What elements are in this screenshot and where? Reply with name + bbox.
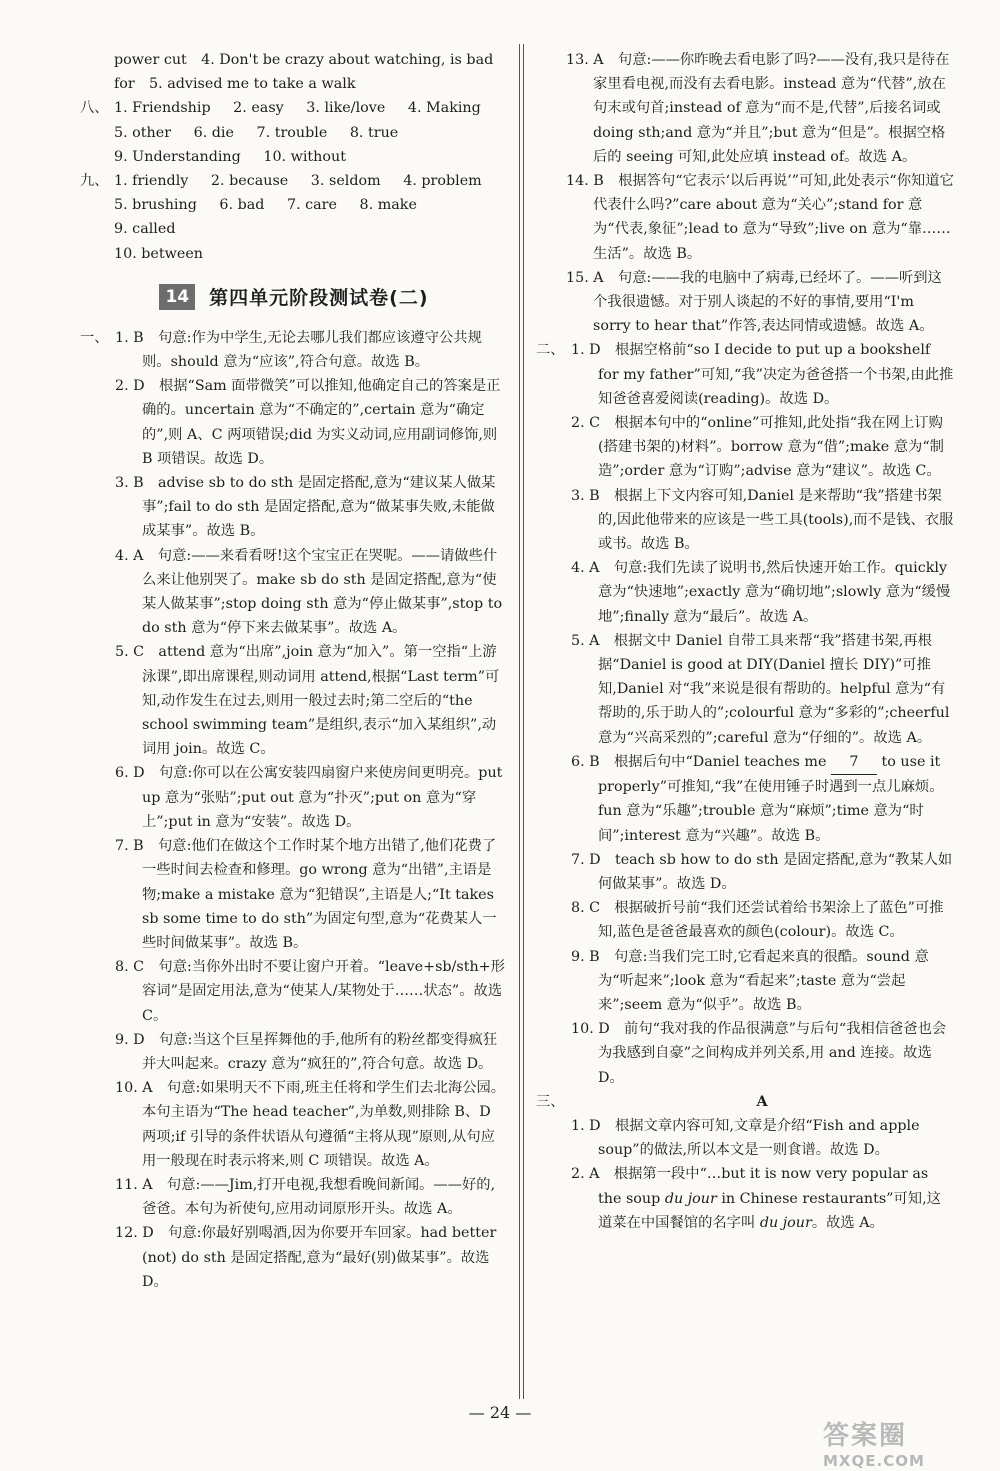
answer-item: 5. A 根据文中 Daniel 自带工具来帮“我”搭建书架,再根据“Daniel is good at DIY(Daniel 擅长 DIY)”可推知,Daniel 对“我”来说是很有帮助的。helpful 意为“有帮助的,乐于助人的”;colourful 意为“多彩的”;cheerful 意为“兴高采烈的”;careful 意为“仔细的”。故选 A。 xyxy=(571,632,950,746)
answer-item: 13. A 句意:——你昨晚去看电影了吗?——没有,我只是待在家里看电视,而没有去看电影。instead 意为“代替”,放在句末或句首;instead of 意为“而不是,代替”,后接名词或 doing sth;and 意为“并且”;but 意为“但是”。根据空格后的 seeing 可知,此处应填 instead of。故选 A。 xyxy=(566,52,950,165)
answer-item: 2. D 根据“Sam 面带微笑”可以推知,他确定自己的答案是正确的。uncertain 意为“不确定的”,certain 意为“确定的”,则 A、C 两项错误;did 为实义动词,应用副词修饰,则 B 项错误。故选 D。 xyxy=(115,378,501,467)
passage-heading: A xyxy=(756,1093,768,1110)
answer-item: 11. A 句意:——Jim,打开电视,我想看晚间新闻。——好的,爸爸。本句为祈使句,应用动词原形开头。故选 A。 xyxy=(115,1176,496,1218)
list-item: 9. Understanding xyxy=(114,148,241,165)
answer-item: 8. C 根据破折号前“我们还尝试着给书架涂上了蓝色”可推知,蓝色是爸爸最喜欢的颜色(colour)。故选 C。 xyxy=(571,900,944,941)
list-item: 6. die xyxy=(193,124,234,141)
answer-item: 一、 1. B 句意:作为中学生,无论去哪儿我们都应该遵守公共规则。should 意为“应该”,符合句意。故选 B。 xyxy=(80,326,508,374)
answer-item: 5. C attend 意为“出席”,join 意为“加入”。第一空指“上游泳课”,即出席课程,则动词用 attend,根据“Last term”可知,动作发生在过去,则用一般过去时;第二空后的“the school swimming team”是组织,表示“加入某组织”,动词用 join。故选 C。 xyxy=(115,644,500,758)
list-item: 9. called xyxy=(114,221,176,238)
fill-blank: 7 xyxy=(831,750,877,775)
answer-item: 2. C 根据本句中的“online”可推知,此处指“我在网上订购(搭建书架的)材料”。borrow 意为“借”;make 意为“制造”;order 意为“订购”;advise 意为“建议”。故选 C。 xyxy=(571,415,944,480)
answer-item: 6. B 根据后句中“Daniel teaches me 7 to use it properly”可推知,“我”在使用锤子时遇到一点儿麻烦。fun 意为“乐趣”;trouble 意为“麻烦”;time 意为“时间”;interest 意为“兴趣”。故选 B。 xyxy=(571,750,954,848)
answer-item: 9. B 句意:当我们完工时,它看起来真的很酷。sound 意为“听起来”;look 意为“看起来”;taste 意为“尝起来”;seem 意为“似乎”。故选 B。 xyxy=(571,948,929,1013)
section-label: 九、 xyxy=(80,173,109,190)
column-divider xyxy=(519,44,520,1399)
answer-item: 10. D 前句“我对我的作品很满意”与后句“我相信爸爸也会为我感到自豪”之间构成并列关系,用 and 连接。故选 D。 xyxy=(571,1021,947,1086)
intro-line: power cut 4. Don't be crazy about watching, is bad xyxy=(114,52,494,68)
answer-item: 6. D 句意:你可以在公寓安装四扇窗户来使房间更明亮。put up 意为“张贴”;put out 意为“扑灭”;put on 意为“穿上”;put in 意为“安装”。故选 D。 xyxy=(115,765,503,830)
answer-item: 15. A 句意:——我的电脑中了病毒,已经坏了。——听到这个我很遗憾。对于别人谈起的不好的事情,要用“I'm sorry to hear that”作答,表达同情或遗憾。故选 A。 xyxy=(566,269,942,335)
answer-item: 14. B 根据答句“它表示‘以后再说’”可知,此处表示“你知道它代表什么吗?”care about 意为“关心”;stand for 意为“代表,象征”;lead to 意为“导致”;live on 意为“靠……生活”。故选 B。 xyxy=(566,173,954,262)
list-item: 4. Making xyxy=(407,100,481,117)
watermark-logo: 答案圈 MXQE.COM xyxy=(823,1421,925,1470)
list-item: 4. problem xyxy=(403,173,482,190)
unit-number-badge: 14 xyxy=(159,284,195,310)
page-number: — 24 — xyxy=(468,1403,532,1422)
section-label: 二、 xyxy=(536,342,565,359)
answer-item: 3. B 根据上下文内容可知,Daniel 是来帮助“我”搭建书架的,因此他带来的应该是一些工具(tools),而不是钱、衣服或书。故选 B。 xyxy=(571,487,954,553)
list-item: 1. friendly xyxy=(114,173,189,190)
answer-item: 7. B 句意:他们在做这个工作时某个地方出错了,他们花费了一些时间去检查和修理。go wrong 意为“出错”,主语是物;make a mistake 意为“犯错误”,主语是人;“It takes sb some time to do sth”为固定句型,意为“花费某人一些时间做某事”。故选 B。 xyxy=(115,838,497,951)
section-8 xyxy=(80,96,508,169)
answer-item: 10. A 句意:如果明天不下雨,班主任将和学生们去北海公园。本句主语为“The head teacher”,为单数,则排除 B、D 两项;if 引导的条件状语从句遵循“主将从现”原则,从句应用一般现在时表示将来,则 C 项错误。故选 A。 xyxy=(115,1080,506,1169)
unit-title: 第四单元阶段测试卷(二) xyxy=(209,287,429,310)
list-item: 8. make xyxy=(359,197,417,214)
list-item: 3. like/love xyxy=(306,100,386,117)
intro-line: for 5. advised me to take a walk xyxy=(114,76,356,93)
list-item: 10. without xyxy=(263,148,346,165)
answer-item: 2. A 根据第一段中“…but it is now very popular as the soup du jour in Chinese restaurants”可知,这道菜在中国餐馆的名字叫 du jour。故选 A。 xyxy=(571,1166,941,1231)
list-item: 7. care xyxy=(286,197,337,214)
list-item: 1. Friendship xyxy=(114,100,211,117)
answer-item: 8. C 句意:当你外出时不要让窗户开着。“leave+sb/sth+形容词”是固定用法,意为“使某人/某物处于……状态”。故选 C。 xyxy=(115,959,505,1024)
right-column xyxy=(536,48,954,1235)
section-3-heading xyxy=(536,1090,954,1114)
left-column xyxy=(80,48,508,1294)
list-item: 2. because xyxy=(210,173,289,190)
section-label: 一、 xyxy=(80,329,109,346)
list-item: 10. between xyxy=(114,245,204,262)
answer-item: 4. A 句意:我们先读了说明书,然后快速开始工作。quickly 意为“快速地”;exactly 意为“确切地”;slowly 意为“缓慢地”;finally 意为“最后”。故选 A。 xyxy=(571,560,951,625)
answer-item: 1. D 根据文章内容可知,文章是介绍“Fish and apple soup”的做法,所以本文是一则食谱。故选 D。 xyxy=(571,1117,920,1159)
answer-item: 3. B advise sb to do sth 是固定搭配,意为“建议某人做某事”;fail to do sth 是固定搭配,意为“做某事失败,未能做成某事”。故选 B。 xyxy=(115,475,496,540)
list-item: 5. brushing xyxy=(114,197,197,214)
list-item: 6. bad xyxy=(219,197,265,214)
unit-heading xyxy=(80,278,508,316)
list-item: 3. seldom xyxy=(310,173,381,190)
list-item: 5. other xyxy=(114,124,172,141)
section-9 xyxy=(80,169,508,266)
list-item: 7. trouble xyxy=(256,124,328,141)
section-label: 八、 xyxy=(80,100,109,117)
answer-item: 9. D 句意:当这个巨星挥舞他的手,他所有的粉丝都变得疯狂并大叫起来。crazy 意为“疯狂的”,符合句意。故选 D。 xyxy=(115,1031,498,1072)
list-item: 8. true xyxy=(349,124,399,141)
section-label: 三、 xyxy=(536,1093,565,1110)
answer-item: 二、 1. D 根据空格前“so I decide to put up a bookshelf for my father”可知,“我”决定为爸爸搭一个书架,由此推知爸爸喜爱阅读(reading)。故选 D。 xyxy=(536,338,954,411)
column-divider xyxy=(523,44,524,1399)
answer-item: 12. D 句意:你最好别喝酒,因为你要开车回家。had better (not) do sth 是固定搭配,意为“最好(别)做某事”。故选 D。 xyxy=(115,1225,497,1290)
answer-item: 7. D teach sb how to do sth 是固定搭配,意为“教某人如何做某事”。故选 D。 xyxy=(571,851,953,892)
answer-item: 4. A 句意:——来看看呀!这个宝宝正在哭呢。——请做些什么来让他别哭了。make sb do sth 是固定搭配,意为“使某人做某事”;stop doing sth 意为“停止做某事”,stop to do sth 意为“停下来去做某事”。故选 A。 xyxy=(115,547,503,637)
list-item: 2. easy xyxy=(233,100,284,117)
